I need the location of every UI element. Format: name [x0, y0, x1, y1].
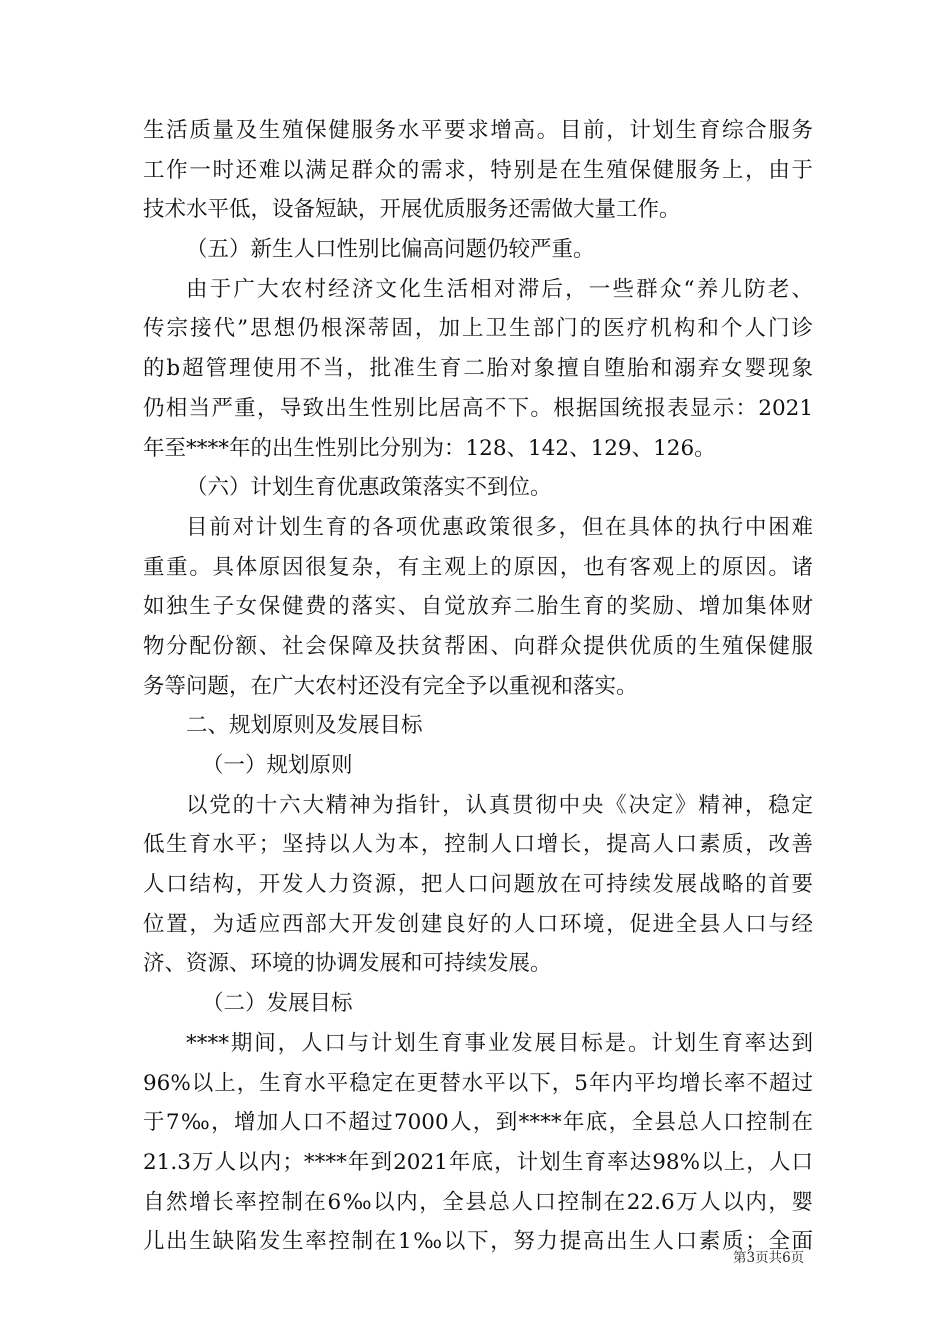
text-line: 年至****年的出生性别比分别为：128、142、129、126。: [143, 435, 716, 461]
text-line: 工作一时还难以满足群众的需求，特别是在生殖保健服务上，由于: [143, 157, 813, 183]
text-line: 由于广大农村经济文化生活相对滞后，一些群众“养儿防老、: [186, 276, 813, 302]
text-line: 以党的十六大精神为指针，认真贯彻中央《决定》精神，稳定: [186, 792, 813, 818]
text-line: 济、资源、环境的协调发展和可持续发展。: [143, 951, 552, 977]
text-line: 物分配份额、社会保障及扶贫帮困、向群众提供优质的生殖保健服: [143, 633, 813, 659]
document-body: [143, 111, 813, 1262]
text-line: 人口结构，开发人力资源，把人口问题放在可持续发展战略的首要: [143, 872, 813, 898]
text-line: 96%以上，生育水平稳定在更替水平以下，5年内平均增长率不超过: [143, 1070, 813, 1096]
text-line: 如独生子女保健费的落实、自觉放弃二胎生育的奖励、增加集体财: [143, 594, 813, 620]
page-number: 第3页共6页: [733, 1250, 805, 1266]
section-heading: （六）计划生育优惠政策落实不到位。: [186, 475, 552, 501]
text-line: 传宗接代”思想仍根深蒂固，加上卫生部门的医疗机构和个人门诊: [143, 316, 813, 342]
text-line: 儿出生缺陷发生率控制在1‰以下，努力提高出生人口素质；全面: [143, 1229, 813, 1255]
text-line: 务等问题，在广大农村还没有完全予以重视和落实。: [143, 673, 638, 699]
text-line: 的b超管理使用不当，批准生育二胎对象擅自堕胎和溺弃女婴现象: [143, 356, 813, 382]
section-heading: （一）规划原则: [202, 753, 353, 778]
section-heading: （二）发展目标: [202, 991, 353, 1017]
section-heading: （五）新生人口性别比偏高问题仍较严重。: [186, 237, 595, 263]
text-line: 技术水平低，设备短缺，开展优质服务还需做大量工作。: [143, 197, 681, 223]
text-line: 重重。具体原因很复杂，有主观上的原因，也有客观上的原因。诸: [143, 554, 813, 580]
text-line: 21.3万人以内；****年到2021年底，计划生育率达98%以上，人口: [143, 1149, 813, 1175]
text-line: ****期间，人口与计划生育事业发展目标是。计划生育率达到: [186, 1030, 813, 1056]
text-line: 低生育水平；坚持以人为本，控制人口增长，提高人口素质，改善: [143, 832, 813, 858]
text-line: 位置，为适应西部大开发创建良好的人口环境，促进全县人口与经: [143, 911, 813, 937]
text-line: 于7‰，增加人口不超过7000人，到****年底，全县总人口控制在: [143, 1110, 813, 1136]
text-line: 生活质量及生殖保健服务水平要求增高。目前，计划生育综合服务: [143, 118, 813, 143]
text-line: 自然增长率控制在6‰以内，全县总人口控制在22.6万人以内，婴: [143, 1189, 813, 1215]
text-line: 目前对计划生育的各项优惠政策很多，但在具体的执行中困难: [186, 514, 813, 540]
chapter-heading: 二、规划原则及发展目标: [186, 713, 423, 739]
text-line: 仍相当严重，导致出生性别比居高不下。根据国统报表显示：2021: [143, 395, 813, 421]
